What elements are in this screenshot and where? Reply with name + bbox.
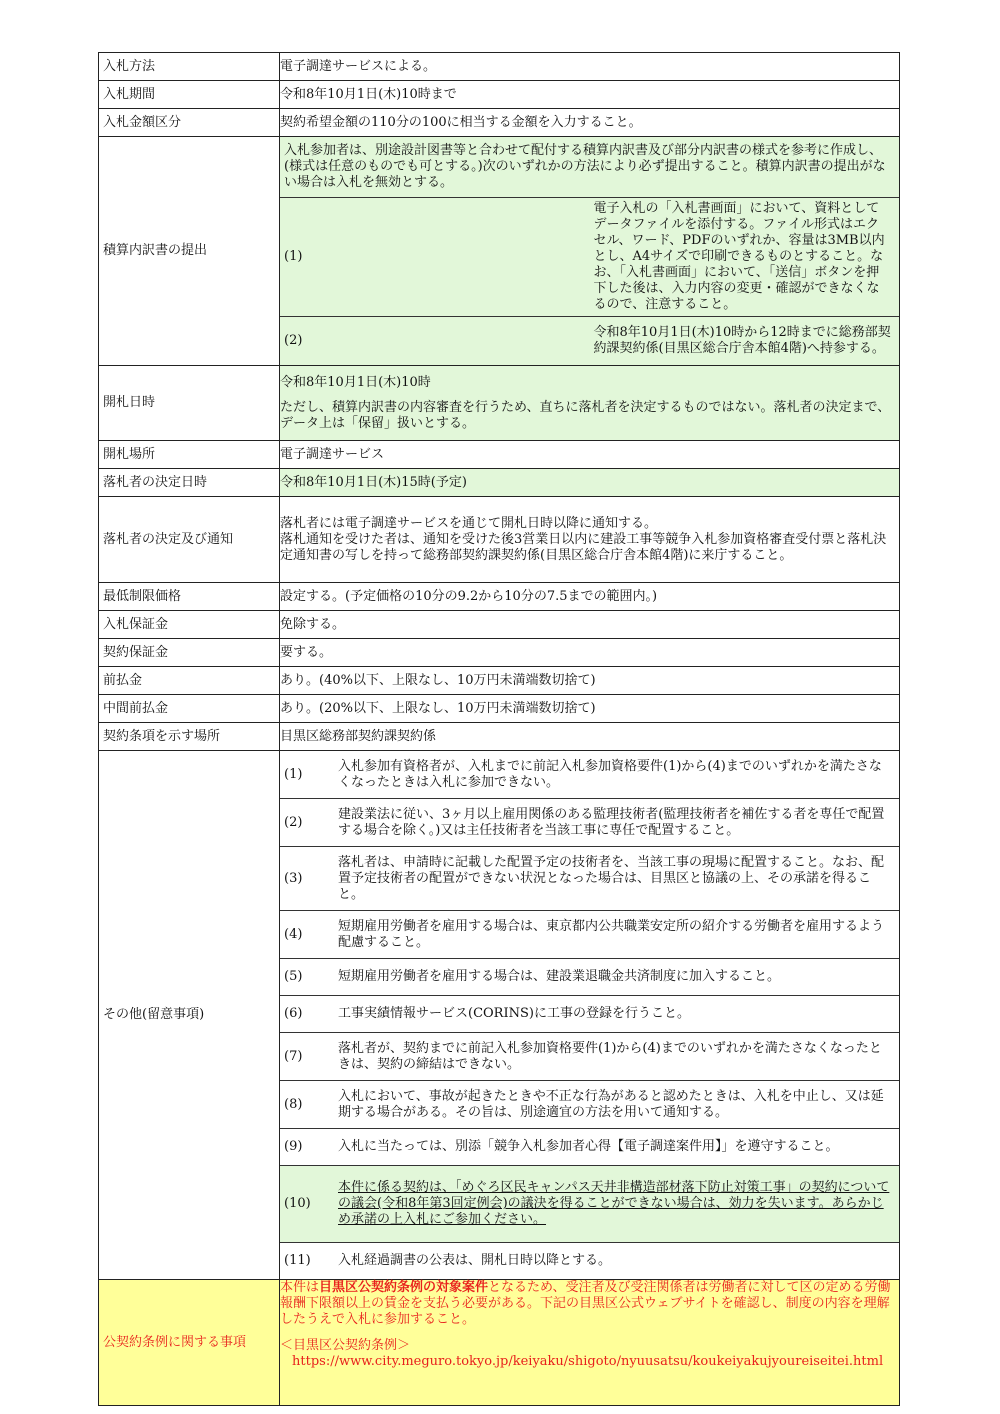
value-opening-place: 電子調達サービス (280, 441, 900, 469)
row-advance-payment (99, 667, 900, 695)
list-item (280, 1033, 899, 1081)
row-opening-date (99, 366, 900, 441)
row-terms-place (99, 723, 900, 751)
ordinance-text-pre: 本件は (280, 1280, 320, 1295)
value-mid-advance-payment: あり。(20%以下、上限なし、10万円未満端数切捨て) (280, 695, 900, 723)
label-decision-date: 落札者の決定日時 (99, 469, 280, 497)
list-item (280, 911, 899, 959)
value-min-price: 設定する。(予定価格の10分の9.2から10分の7.5までの範囲内。) (280, 583, 900, 611)
note-number: (7) (280, 1033, 334, 1081)
note-text: 本件に係る契約は、「めぐろ区民キャンパス天井非構造部材落下防止対策工事」の契約についての議会(令和8年第3回定例会)の議決を得ることができない場合は、効力を失います。あらかじめ承諾の上入札にご参加ください。 (334, 1166, 899, 1243)
note-number: (11) (280, 1243, 334, 1280)
row-decision-notice (99, 497, 900, 583)
row-bid-period (99, 81, 900, 109)
label-ordinance: 公契約条例に関する事項 (99, 1280, 280, 1406)
label-breakdown: 積算内訳書の提出 (99, 137, 280, 366)
label-opening-place: 開札場所 (99, 441, 280, 469)
value-bid-bond: 免除する。 (280, 611, 900, 639)
note-number: (5) (280, 959, 334, 996)
label-bid-amount: 入札金額区分 (99, 109, 280, 137)
note-text: 建設業法に従い、3ヶ月以上雇用関係のある監理技術者(監理技術者を補佐する者を専任で配置する場合を除く。)又は主任技術者を当該工事に専任で配置すること。 (334, 799, 899, 847)
list-item (280, 198, 899, 317)
note-number: (6) (280, 996, 334, 1033)
note-text: 落札者が、契約までに前記入札参加資格要件(1)から(4)までのいずれかを満たさなくなったときは、契約の締結はできない。 (334, 1033, 899, 1081)
value-bid-method: 電子調達サービスによる。 (280, 53, 900, 81)
value-breakdown (280, 137, 900, 366)
bid-conditions-sheet (98, 52, 900, 1406)
note-text: 入札に当たっては、別添「競争入札参加者心得【電子調達案件用】」を遵守すること。 (334, 1129, 899, 1166)
note-number: (10) (280, 1166, 334, 1243)
list-item (280, 751, 899, 799)
value-decision-date: 令和8年10月1日(木)15時(予定) (280, 469, 900, 497)
breakdown-item-text: 令和8年10月1日(木)10時から12時までに総務部契約課契約係(目黒区総合庁舎本館4階)へ持参する。 (590, 317, 900, 366)
value-terms-place: 目黒区総務部契約課契約係 (280, 723, 900, 751)
ordinance-text (280, 1280, 899, 1328)
note-number: (2) (280, 799, 334, 847)
breakdown-intro-row (280, 137, 899, 198)
list-item (280, 959, 899, 996)
list-item (280, 1081, 899, 1129)
row-decision-date (99, 469, 900, 497)
breakdown-item-text: 電子入札の「入札書画面」において、資料としてデータファイルを添付する。ファイル形式はエクセル、ワード、PDFのいずれか、容量は3MB以内とし、A4サイズで印刷できるものとすること。なお、「入札書画面」において、「送信」ボタンを押下した後は、入力内容の変更・確認ができなくなるので、注意すること。 (590, 198, 900, 317)
decision-notice-line-2: 落札通知を受けた者は、通知を受けた後3営業日以内に建設工事等競争入札参加資格審査受付票と落札決定通知書の写しを持って総務部契約課契約係(目黒区総合庁舎本館4階)に来庁すること。 (280, 531, 887, 563)
list-item (280, 1243, 899, 1280)
label-bid-period: 入札期間 (99, 81, 280, 109)
breakdown-table (280, 137, 899, 365)
opening-date-value: 令和8年10月1日(木)10時 (280, 374, 431, 390)
value-contract-bond: 要する。 (280, 639, 900, 667)
value-bid-period: 令和8年10月1日(木)10時まで (280, 81, 900, 109)
list-item (280, 847, 899, 911)
label-min-price: 最低制限価格 (99, 583, 280, 611)
row-mid-advance-payment (99, 695, 900, 723)
ordinance-link-title: ＜目黒区公契約条例＞ (280, 1338, 411, 1353)
row-ordinance (99, 1280, 900, 1406)
row-bid-amount (99, 109, 900, 137)
label-opening-date: 開札日時 (99, 366, 280, 441)
label-mid-advance-payment: 中間前払金 (99, 695, 280, 723)
list-item (280, 317, 899, 366)
row-breakdown (99, 137, 900, 366)
note-number: (9) (280, 1129, 334, 1166)
label-contract-bond: 契約保証金 (99, 639, 280, 667)
breakdown-intro: 入札参加者は、別途設計図書等と合わせて配付する積算内訳書及び部分内訳書の様式を参考に作成し、(様式は任意のものでも可とする。)次のいずれかの方法により必ず提出すること。積算内訳書の提出がない場合は入札を無効とする。 (284, 143, 886, 190)
label-bid-method: 入札方法 (99, 53, 280, 81)
label-bid-bond: 入札保証金 (99, 611, 280, 639)
decision-notice-line-1: 落札者には電子調達サービスを通じて開札日時以降に通知する。 (280, 515, 658, 531)
row-bid-bond (99, 611, 900, 639)
value-other-notes (280, 751, 900, 1280)
note-number: (4) (280, 911, 334, 959)
row-min-price (99, 583, 900, 611)
ordinance-url-link[interactable]: https://www.city.meguro.tokyo.jp/keiyaku/shigoto/nyuusatsu/koukeiyakujyoureiseitei.html (292, 1354, 884, 1369)
other-notes-table (280, 751, 899, 1279)
value-advance-payment: あり。(40%以下、上限なし、10万円未満端数切捨て) (280, 667, 900, 695)
ordinance-text-emphasis: 目黒区公契約条例の対象案件 (319, 1280, 489, 1295)
row-other-notes (99, 751, 900, 1280)
value-decision-notice (280, 497, 900, 583)
list-item (280, 996, 899, 1033)
label-other-notes: その他(留意事項) (99, 751, 280, 1280)
label-decision-notice: 落札者の決定及び通知 (99, 497, 280, 583)
value-bid-amount: 契約希望金額の110分の100に相当する金額を入力すること。 (280, 109, 900, 137)
label-terms-place: 契約条項を示す場所 (99, 723, 280, 751)
value-ordinance (280, 1280, 900, 1406)
note-number: (1) (284, 766, 303, 782)
note-text: 入札経過調書の公表は、開札日時以降とする。 (334, 1243, 899, 1280)
note-text: 入札において、事故が起きたときや不正な行為があると認めたときは、入札を中止し、又は延期する場合がある。その旨は、別途適宜の方法を用いて通知する。 (334, 1081, 899, 1129)
opening-date-note: ただし、積算内訳書の内容審査を行うため、直ちに落札者を決定するものではない。落札者の決定まで、データ上は「保留」扱いとする。 (280, 399, 891, 431)
ordinance-text-post: となるため、受注者及び受注関係者は労働者に対して区の定める労働報酬下限額以上の賃金を支払う必要がある。下記の目黒区公式ウェブサイトを確認し、制度の内容を理解したうえで入札に参加すること。 (280, 1280, 891, 1327)
note-text: 短期雇用労働者を雇用する場合は、東京都内公共職業安定所の紹介する労働者を雇用するよう配慮すること。 (334, 911, 899, 959)
note-number: (3) (280, 847, 334, 911)
list-item (280, 1166, 899, 1243)
note-number: (8) (280, 1081, 334, 1129)
list-item (280, 1129, 899, 1166)
row-opening-place (99, 441, 900, 469)
note-text: 落札者は、申請時に記載した配置予定の技術者を、当該工事の現場に配置すること。なお、配置予定技術者の配置ができない状況となった場合は、目黒区と協議の上、その承諾を得ること。 (334, 847, 899, 911)
breakdown-item-number: (2) (280, 317, 590, 366)
note-text: 短期雇用労働者を雇用する場合は、建設業退職金共済制度に加入すること。 (334, 959, 899, 996)
row-contract-bond (99, 639, 900, 667)
note-text: 工事実績情報サービス(CORINS)に工事の登録を行うこと。 (334, 996, 899, 1033)
breakdown-item-number: (1) (280, 198, 590, 317)
note-text: 入札参加有資格者が、入札までに前記入札参加資格要件(1)から(4)までのいずれかを満たさなくなったときは入札に参加できない。 (338, 758, 882, 790)
list-item (280, 799, 899, 847)
row-bid-method (99, 53, 900, 81)
label-advance-payment: 前払金 (99, 667, 280, 695)
value-opening-date (280, 366, 900, 441)
bid-conditions-table (98, 52, 900, 1406)
